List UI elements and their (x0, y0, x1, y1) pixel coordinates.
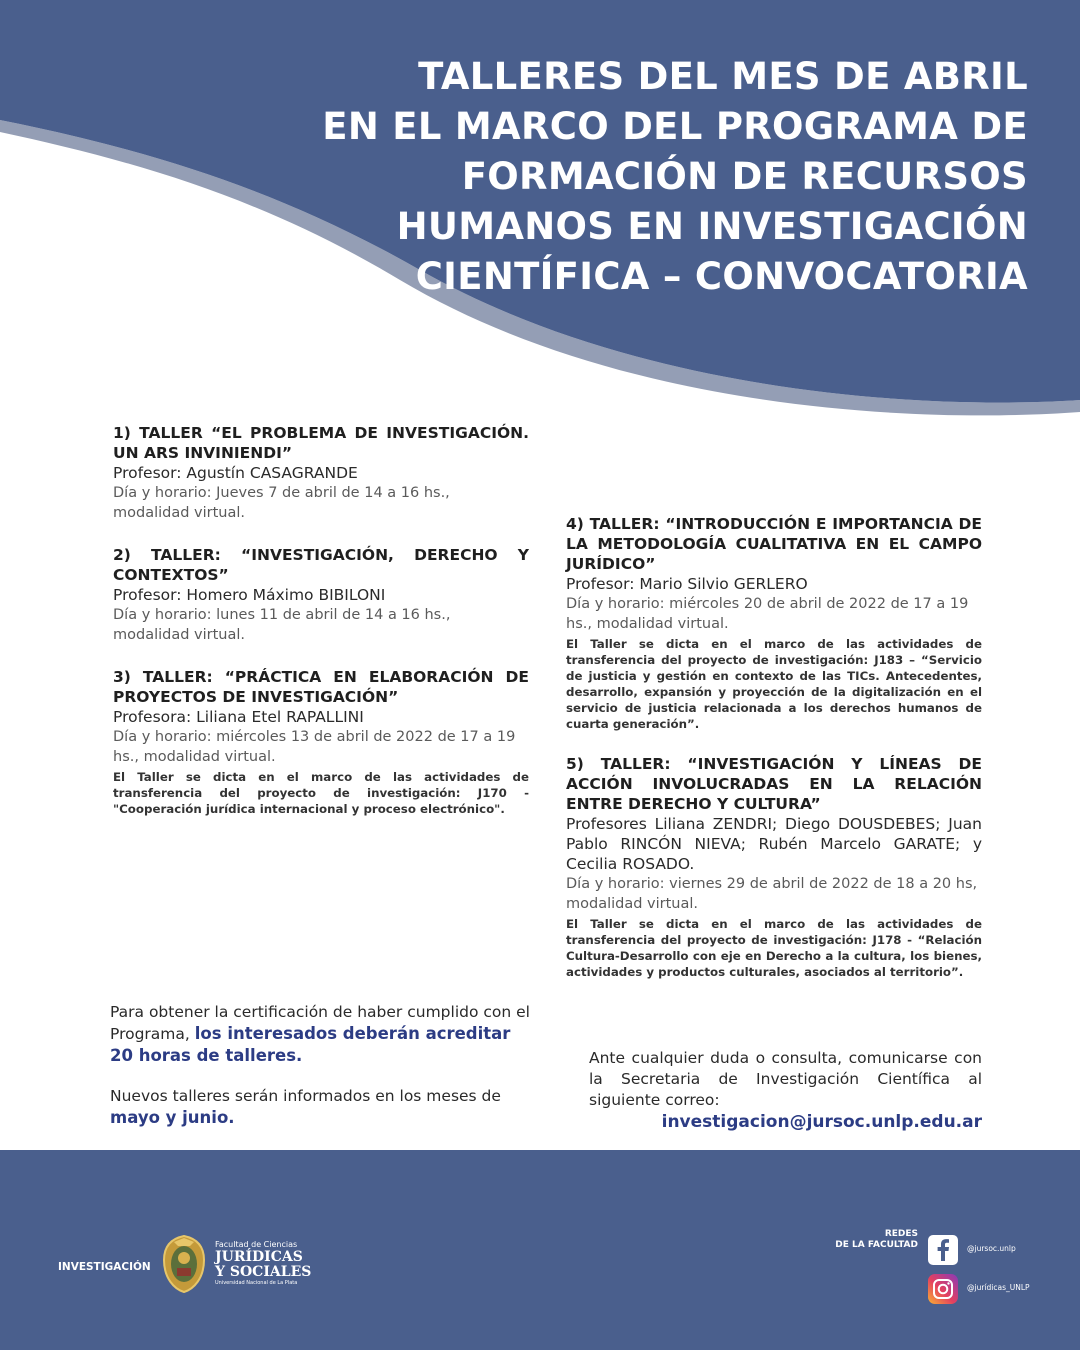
taller-schedule: Día y horario: viernes 29 de abril de 2022 de 18 a 20 hs, modalidad virtual. (566, 876, 978, 912)
facebook-icon (928, 1235, 958, 1265)
taller-professor: Profesores Liliana ZENDRI; Diego DOUSDEBES; Juan Pablo RINCÓN NIEVA; Rubén Marcelo GARATE; y Cecilia ROSADO. (566, 815, 982, 873)
certification-highlight: los interesados deberán acreditar 20 horas de talleres. (110, 1024, 511, 1065)
certification-text: Para obtener la certificación de haber cumplido con el Programa, (110, 1003, 530, 1043)
taller-note: El Taller se dicta en el marco de las actividades de transferencia del proyecto de investigación: J170 - "Cooperación jurídica internacional y proceso electrónico". (113, 770, 529, 816)
investigacion-label: INVESTIGACIÓN (58, 1261, 151, 1273)
taller-schedule: Día y horario: miércoles 13 de abril de 2022 de 17 a 19 hs., modalidad virtual. (113, 729, 516, 765)
taller-4 (566, 514, 982, 732)
contact-info (589, 1048, 982, 1133)
taller-3 (113, 667, 529, 817)
new-talleres-text: Nuevos talleres serán informados en los meses de (110, 1087, 501, 1105)
taller-title: 1) TALLER “EL PROBLEMA DE INVESTIGACIÓN. UN ARS INVINIENDI” (113, 424, 529, 462)
title-line: EN EL MARCO DEL PROGRAMA DE (322, 105, 1028, 148)
page-title (128, 52, 1028, 302)
footer (0, 1150, 1080, 1350)
faculty-name-line2: Y SOCIALES (215, 1264, 312, 1280)
redes-label (780, 1229, 918, 1251)
faculty-small-text: Facultad de Ciencias (215, 1240, 298, 1249)
taller-professor: Profesora: Liliana Etel RAPALLINI (113, 708, 364, 726)
facebook-link[interactable] (928, 1235, 1068, 1265)
taller-2 (113, 545, 529, 645)
title-line: FORMACIÓN DE RECURSOS (461, 155, 1028, 198)
taller-note: El Taller se dicta en el marco de las actividades de transferencia del proyecto de investigación: J178 - “Relación Cultura-Desarrollo con eje en Derecho a la cultura, los bienes, actividades y productos culturales, asociados al territorio”. (566, 917, 982, 979)
taller-schedule: Día y horario: miércoles 20 de abril de 2022 de 17 a 19 hs., modalidad virtual. (566, 596, 969, 632)
title-line: TALLERES DEL MES DE ABRIL (418, 55, 1028, 98)
contact-text: Ante cualquier duda o consulta, comunicarse con la Secretaria de Investigación Científica al siguiente correo: (589, 1049, 982, 1109)
taller-title: 3) TALLER: “PRÁCTICA EN ELABORACIÓN DE PROYECTOS DE INVESTIGACIÓN” (113, 668, 529, 706)
instagram-link[interactable] (928, 1274, 1068, 1304)
taller-title: 5) TALLER: “INVESTIGACIÓN Y LÍNEAS DE ACCIÓN INVOLUCRADAS EN LA RELACIÓN ENTRE DERECHO Y CULTURA” (566, 755, 982, 813)
university-seal-icon (160, 1234, 208, 1294)
faculty-name-line1: JURÍDICAS (215, 1249, 303, 1265)
new-talleres-paragraph (110, 1086, 530, 1129)
taller-5 (566, 754, 982, 980)
title-line: CIENTÍFICA – CONVOCATORIA (415, 255, 1028, 298)
taller-note: El Taller se dicta en el marco de las actividades de transferencia del proyecto de investigación: J183 – “Servicio de justicia y gestión en contexto de las TICs. Antecedentes, desarrollo, expansión y proyección de la digitalización en el servicio de justicia relacionada a los derechos humanos de cuarta generación”. (566, 637, 982, 731)
taller-professor: Profesor: Agustín CASAGRANDE (113, 464, 358, 482)
facebook-handle: @jursoc.unlp (967, 1244, 1016, 1253)
taller-schedule: Día y horario: Jueves 7 de abril de 14 a 16 hs., modalidad virtual. (113, 485, 450, 521)
certification-paragraph (110, 1002, 530, 1067)
taller-professor: Profesor: Homero Máximo BIBILONI (113, 586, 386, 604)
taller-1 (113, 423, 529, 523)
right-column (566, 514, 982, 1002)
redes-line2: DE LA FACULTAD (835, 1240, 918, 1250)
instagram-handle: @jurídicas_UNLP (967, 1283, 1030, 1292)
taller-title: 2) TALLER: “INVESTIGACIÓN, DERECHO Y CONTEXTOS” (113, 546, 529, 584)
faculty-logo (215, 1240, 311, 1287)
taller-schedule: Día y horario: lunes 11 de abril de 14 a 16 hs., modalidad virtual. (113, 607, 451, 643)
certification-info (110, 1002, 530, 1148)
instagram-icon (928, 1274, 958, 1304)
redes-line1: REDES (884, 1229, 918, 1239)
new-talleres-highlight: mayo y junio. (110, 1108, 235, 1127)
title-line: HUMANOS EN INVESTIGACIÓN (396, 205, 1028, 248)
university-name: Universidad Nacional de La Plata (215, 1280, 298, 1286)
taller-professor: Profesor: Mario Silvio GERLERO (566, 575, 808, 593)
taller-title: 4) TALLER: “INTRODUCCIÓN E IMPORTANCIA DE LA METODOLOGÍA CUALITATIVA EN EL CAMPO JURÍDICO” (566, 515, 982, 573)
left-column (113, 423, 529, 839)
contact-email-link[interactable]: investigacion@jursoc.unlp.edu.ar (661, 1112, 982, 1132)
